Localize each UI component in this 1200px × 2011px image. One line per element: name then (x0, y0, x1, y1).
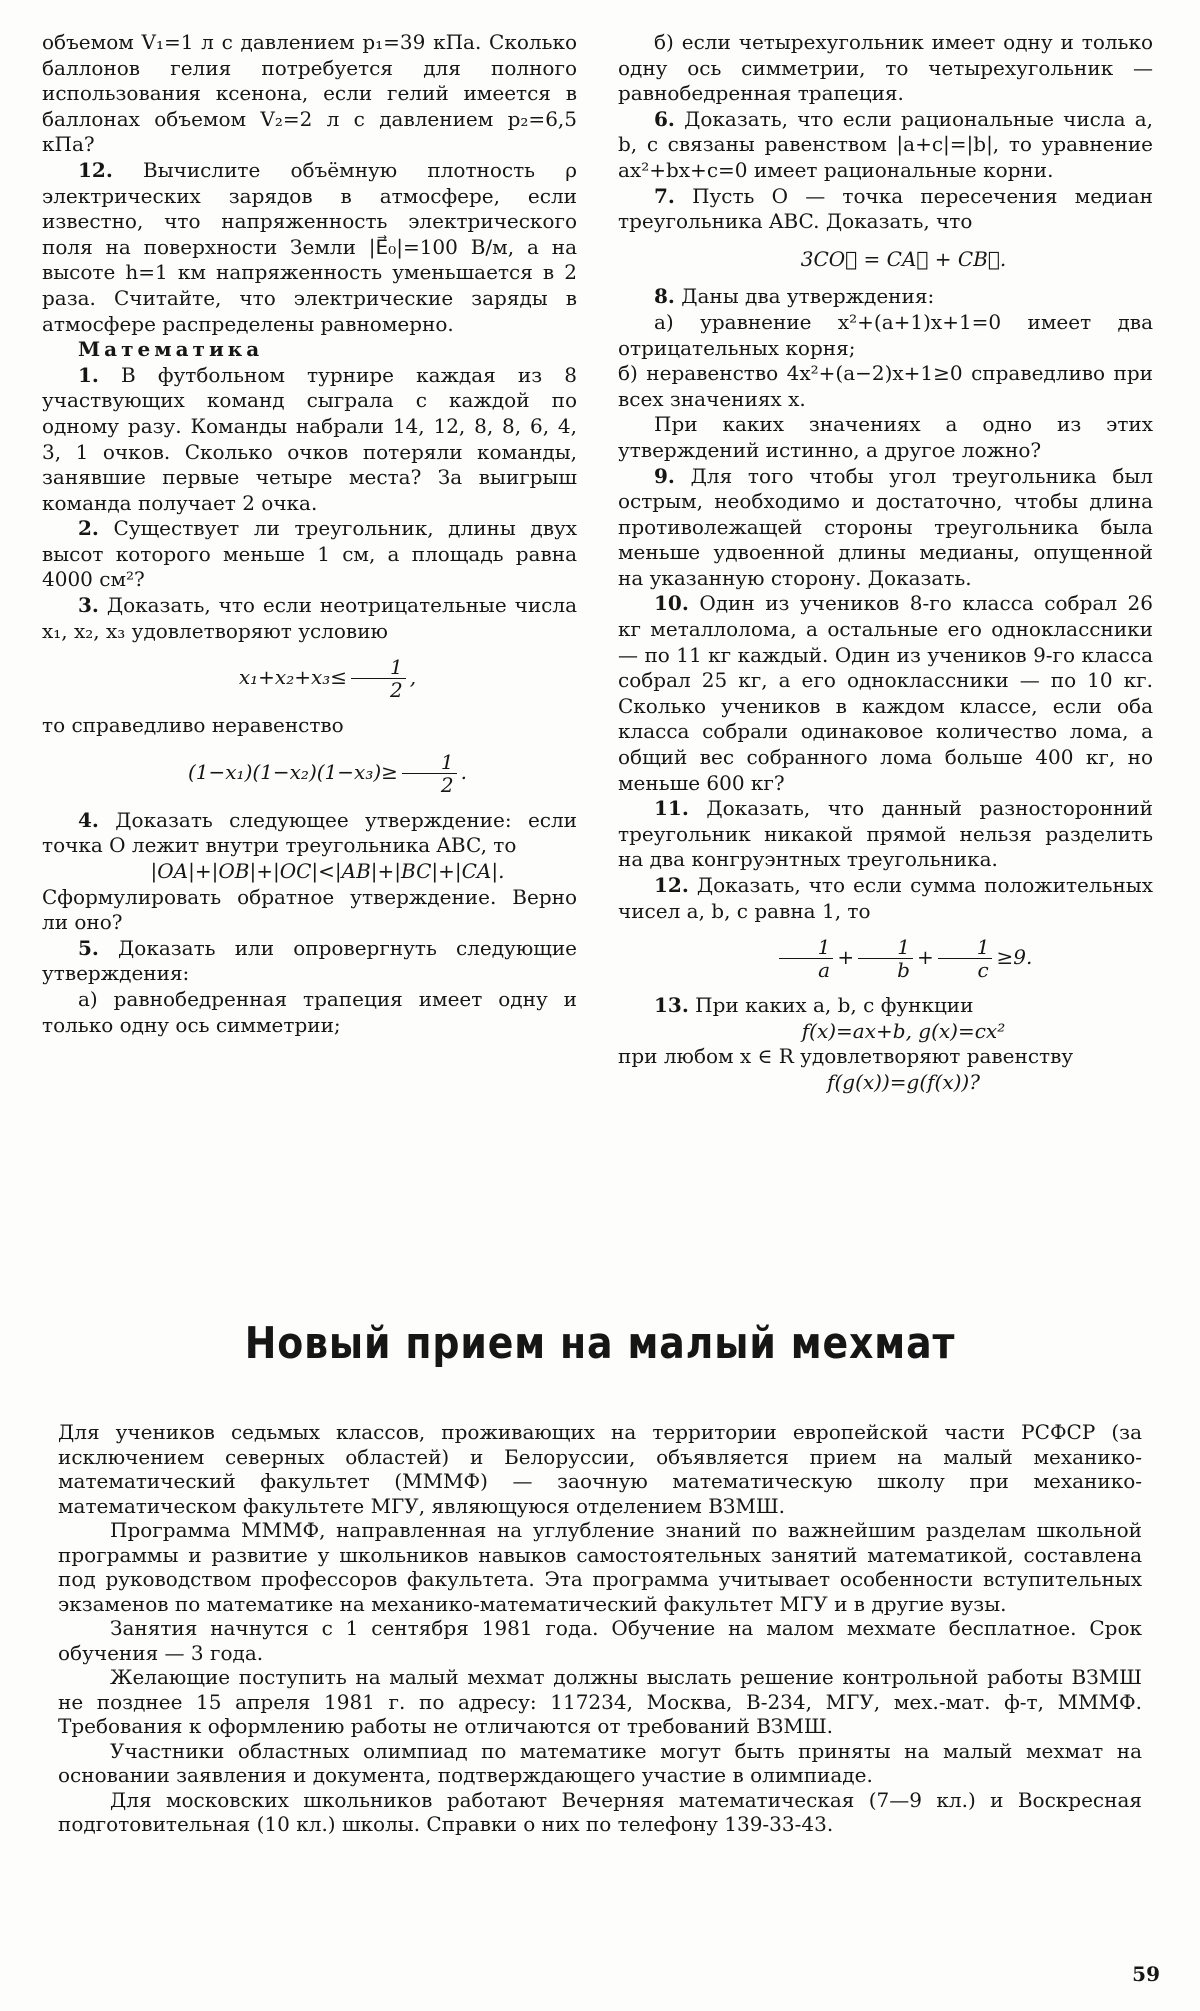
announcement-paragraph: Программа МММФ, направленная на углубление знаний по важнейшим разделам школьной программы и развитие у школьников навыков самостоятельных занятий математикой, составлена под руководством профессоров факультета. Эта программа учитывает особенности вступительных экзаменов по математике на механико-математический факультет МГУ и в другие вузы. (58, 1518, 1142, 1616)
math-problem-8 (618, 284, 1153, 310)
plus-sign: + (916, 945, 934, 970)
formula-reciprocal-sum (618, 936, 1153, 981)
problem-text: Вычислите объёмную плотность ρ электрических зарядов в атмосфере, если известно, что напряженность электрического поля на поверхности Земли |E⃗₀|=100 В/м, а на высоте h=1 км напряженность уменьшается в 2 раза. Считайте, что электрические заряды в атмосфере распределены равномерно. (42, 157, 578, 336)
announcement-paragraph: Занятия начнутся с 1 сентября 1981 года. Обучение на малом мехмате бесплатное. Срок обучения — 3 года. (58, 1616, 1142, 1665)
problem-number: 12. (78, 157, 113, 182)
problem-5-statement-a: а) равнобедренная трапеция имеет одну и только одну ось симметрии; (42, 987, 577, 1037)
denominator: 2 (440, 772, 454, 797)
physics-problem-12 (42, 158, 577, 337)
problem-text: Для того чтобы угол треугольника был острым, необходимо и достаточно, чтобы длина противолежащей стороны треугольника была меньше удвоенной длины медианы, опущенной на указанную сторону. Доказать. (618, 463, 1153, 590)
problem-8-statement-a: а) уравнение x²+(a+1)x+1=0 имеет два отрицательных корня; (618, 309, 1153, 360)
problem-number: 10. (654, 591, 689, 616)
problem-text: Пусть O — точка пересечения медиан треугольника ABC. Доказать, что (618, 183, 1153, 234)
formula-tail: , (409, 665, 417, 690)
formula-inequality (42, 751, 577, 796)
formula-tail: . (460, 759, 467, 784)
announcement-paragraph: Для учеников седьмых классов, проживающих на территории европейской части РСФСР (за исключением северных областей) и Белоруссии, объявляется прием на малый механико-математический факультет (МММФ) — заочную математическую школу при механико-математическом факультете МГУ, являющуюся отделением ВЗМШ. (58, 1420, 1142, 1518)
math-problem-6 (618, 107, 1153, 184)
fraction (858, 936, 913, 981)
announcement-paragraph: Для московских школьников работают Вечерняя математическая (7—9 кл.) и Воскресная подготовительная (10 кл.) школы. Справки о них по телефону 139-33-43. (58, 1787, 1142, 1836)
page-number: 59 (1132, 1962, 1160, 1986)
math-problem-13 (618, 993, 1153, 1019)
denominator: 2 (390, 678, 403, 703)
formula-lhs: x₁+x₂+x₃≤ (238, 665, 348, 690)
fraction (938, 936, 993, 981)
math-problem-3 (42, 593, 577, 644)
formula-composition: f(g(x))=g(f(x))? (827, 1069, 980, 1094)
numerator: 1 (858, 936, 913, 959)
problem-number: 5. (78, 935, 99, 960)
announcement-body (58, 1420, 1142, 1837)
problem-8-question: При каких значениях a одно из этих утверждений истинно, а другое ложно? (618, 412, 1153, 462)
problem-8-statement-b: б) неравенство 4x²+(a−2)x+1≥0 справедливо при всех значениях x. (618, 361, 1153, 411)
formula-lhs: (1−x₁)(1−x₂)(1−x₃)≥ (187, 759, 398, 784)
problem-text: Доказать или опровергнуть следующие утверждения: (42, 935, 577, 986)
math-problem-9 (618, 464, 1153, 592)
physics-problem-11-continued: объемом V₁=1 л с давлением p₁=39 кПа. Сколько баллонов гелия потребуется для полного использования ксенона, если гелий имеется в баллонах объемом V₂=2 л с давлением p₂=6,5 кПа? (42, 30, 577, 157)
math-section-heading: Математика (78, 337, 264, 362)
problem-text: Даны два утверждения: (681, 284, 935, 309)
problem-4-after-text: Сформулировать обратное утверждение. Верно ли оно? (42, 884, 577, 935)
numerator: 1 (779, 936, 834, 959)
problem-text: Доказать, что данный разносторонний треугольник никакой прямой нельзя разделить на два конгруэнтных треугольника. (618, 796, 1154, 872)
problem-number: 8. (654, 284, 675, 309)
formula-tail: ≥9. (996, 945, 1033, 970)
announcement-paragraph: Участники областных олимпиад по математике могут быть приняты на малый мехмат на основании заявления и документа, подтверждающего участие в олимпиаде. (58, 1738, 1142, 1787)
problem-number: 3. (78, 593, 99, 618)
problem-number: 6. (654, 106, 675, 131)
problem-number: 9. (654, 463, 675, 488)
math-problem-4 (42, 808, 577, 859)
problem-text: Существует ли треугольник, длины двух высот которого меньше 1 см, а площадь равна 4000 см²? (42, 516, 578, 592)
math-problem-1 (42, 363, 577, 517)
formula-vectors: 3CO⃗ = CA⃗ + CB⃗. (800, 246, 1007, 271)
problem-number: 2. (78, 516, 99, 541)
problem-number: 13. (654, 993, 689, 1018)
problem-text: Один из учеников 8-го класса собрал 26 кг металлолома, а остальные его одноклассники — по 11 кг каждый. Один из учеников 9-го класса собрал 25 кг, а его одноклассники — по 10 кг. Сколько учеников в каждом классе, если оба класса собрали одинаковое количество лома, а общий вес собранного лома больше 400 кг, но меньше 600 кг? (618, 591, 1153, 795)
problem-number: 7. (654, 183, 675, 208)
math-problem-12 (618, 873, 1153, 924)
math-problem-7 (618, 184, 1153, 235)
problem-text: В футбольном турнире каждая из 8 участвующих команд сыграла с каждой по одному разу. Команды набрали 14, 12, 8, 8, 6, 4, 3, 1 очков. Сколько очков потеряли команды, занявшие первые четыре места? За выигрыш команда получает 2 очка. (42, 362, 577, 515)
numerator: 1 (402, 751, 457, 774)
math-problem-5 (42, 936, 577, 987)
problem-text: Доказать, что если сумма положительных чисел a, b, c равна 1, то (618, 873, 1153, 923)
right-column (618, 30, 1153, 1096)
problem-number: 11. (654, 796, 689, 821)
denominator: c (977, 958, 989, 983)
math-problem-11 (618, 796, 1153, 873)
fraction (779, 936, 834, 981)
formula-functions: f(x)=ax+b, g(x)=cx² (801, 1018, 1006, 1043)
problem-number: 1. (78, 362, 99, 387)
numerator: 1 (351, 656, 406, 679)
problem-text: Доказать следующее утверждение: если точка O лежит внутри треугольника ABC, то (42, 807, 578, 858)
numerator: 1 (938, 936, 993, 959)
problem-text: Доказать, что если неотрицательные числа x₁, x₂, x₃ удовлетворяют условию (42, 593, 577, 643)
math-problem-2 (42, 516, 577, 593)
denominator: b (897, 958, 910, 983)
problem-text: Доказать, что если рациональные числа a, b, c связаны равенством |a+c|=|b|, то уравнение ax²+bx+c=0 имеет рациональные корни. (618, 106, 1154, 182)
problem-number: 4. (78, 807, 99, 832)
denominator: a (818, 958, 830, 983)
fraction (402, 751, 457, 796)
math-problem-10 (618, 591, 1153, 796)
fraction (351, 656, 406, 701)
problem-number: 12. (654, 873, 689, 897)
announcement-title: Новый прием на малый мехмат (244, 1318, 956, 1369)
formula-triangle-inequality: |OA|+|OB|+|OC|<|AB|+|BC|+|CA|. (150, 859, 505, 884)
problem-5-statement-b: б) если четырехугольник имеет одну и только одну ось симметрии, то четырехугольник — равнобедренная трапеция. (618, 30, 1153, 106)
plus-sign: + (837, 945, 855, 970)
left-column (42, 30, 577, 1038)
problem-3-middle-text: то справедливо неравенство (42, 713, 344, 738)
problem-13-middle-text: при любом x ∈ R удовлетворяют равенству (618, 1044, 1074, 1069)
formula-condition (42, 656, 577, 701)
problem-text: При каких a, b, c функции (695, 993, 974, 1018)
announcement-paragraph: Желающие поступить на малый мехмат должны выслать решение контрольной работы ВЗМШ не позднее 15 апреля 1981 г. по адресу: 117234, Москва, В-234, МГУ, мех.-мат. ф-т, МММФ. Требования к оформлению работы не отличаются от требований ВЗМШ. (58, 1665, 1142, 1738)
